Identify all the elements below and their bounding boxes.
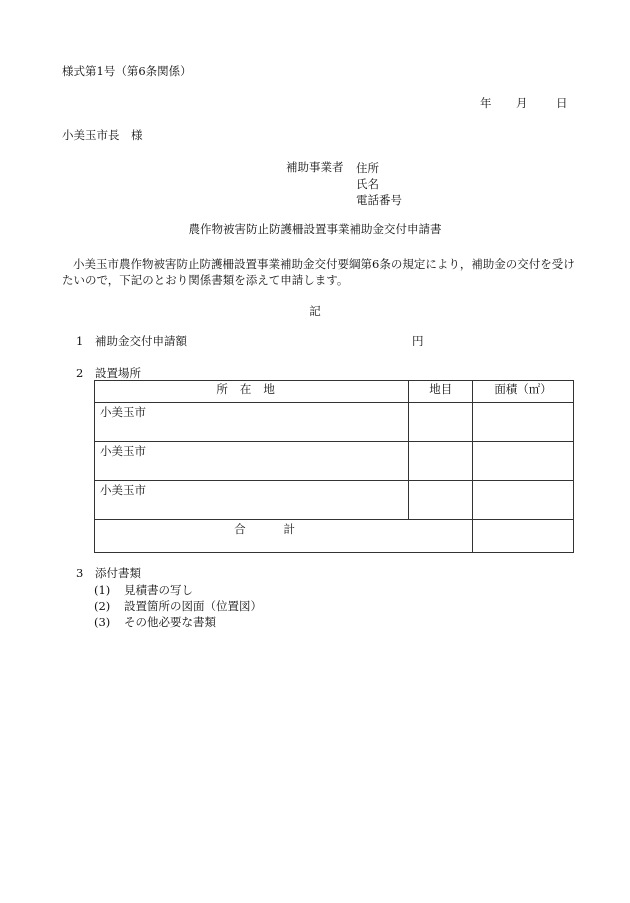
applicant-role: 補助事業者 [286, 160, 344, 174]
total-label: 合計 [95, 520, 473, 553]
location-cell: 小美玉市 [95, 442, 409, 481]
applicant-fields [356, 160, 402, 208]
item2-label: 設置場所 [95, 366, 141, 380]
date-year-label: 年 [480, 96, 492, 110]
table-row [95, 481, 574, 520]
item3-number: 3 [76, 566, 84, 580]
header-land-category: 地目 [409, 381, 473, 403]
attachment-number: (2) [94, 599, 111, 613]
item2-number: 2 [76, 366, 84, 380]
location-cell: 小美玉市 [95, 481, 409, 520]
attachment-label: 設置箇所の図面（位置図） [124, 599, 262, 613]
area-cell [473, 481, 574, 520]
body-paragraph: 小美玉市農作物被害防止防護柵設置事業補助金交付要綱第6条の規定により，補助金の交付を受けたいので，下記のとおり関係書類を添えて申請します。 [62, 257, 575, 287]
area-cell [473, 403, 574, 442]
total-area-cell [473, 520, 574, 553]
date-line [480, 96, 568, 110]
header-location: 所在地 [95, 381, 409, 403]
ki-heading: 記 [309, 304, 321, 318]
item-installation-location [76, 366, 141, 380]
date-month-label: 月 [516, 96, 528, 110]
land-category-cell [409, 403, 473, 442]
item-attachments [76, 566, 141, 580]
document-title: 農作物被害防止防護柵設置事業補助金交付申請書 [188, 222, 442, 236]
table-header-row [95, 381, 574, 403]
table-total-row [95, 520, 574, 553]
amount-unit: 円 [412, 334, 424, 348]
location-table [94, 380, 574, 553]
land-category-cell [409, 442, 473, 481]
addressee: 小美玉市長 様 [62, 128, 143, 142]
form-number: 様式第1号（第6条関係） [62, 64, 192, 78]
list-item [94, 598, 262, 614]
area-cell [473, 442, 574, 481]
attachment-label: その他必要な書類 [124, 615, 216, 629]
item1-number: 1 [76, 334, 84, 348]
list-item [94, 614, 262, 630]
attachment-number: (1) [94, 583, 111, 597]
attachment-number: (3) [94, 615, 111, 629]
table-row [95, 403, 574, 442]
table-row [95, 442, 574, 481]
land-category-cell [409, 481, 473, 520]
item3-label: 添付書類 [95, 566, 141, 580]
date-day-label: 日 [556, 96, 568, 110]
list-item [94, 582, 262, 598]
phone-label: 電話番号 [356, 193, 402, 207]
header-area: 面積（㎡） [473, 381, 574, 403]
name-label: 氏名 [356, 177, 379, 191]
address-label: 住所 [356, 161, 379, 175]
attachment-list [94, 582, 262, 630]
location-cell: 小美玉市 [95, 403, 409, 442]
attachment-label: 見積書の写し [124, 583, 193, 597]
item-application-amount [76, 334, 424, 348]
item1-label: 補助金交付申請額 [95, 334, 187, 348]
applicant-block [286, 160, 402, 207]
